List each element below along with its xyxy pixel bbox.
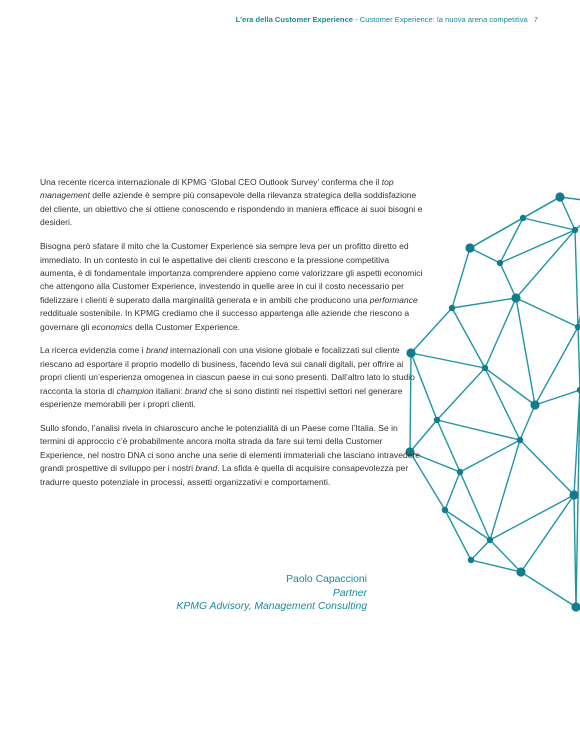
network-node [465,243,474,252]
network-edge [521,572,576,607]
network-node [517,437,523,443]
italic-run: top management [40,177,394,201]
network-edge [516,298,578,327]
network-node [457,469,463,475]
italic-run: performance [369,294,418,305]
paragraph [40,422,425,489]
text-run: Bisogna però sfatare il mito che la Customer Experience sia sempre leva per un profitto diretto ed immediato. In un contesto in cui le aspettative dei clienti crescono e la pressione competitiva aumenta, è di fondamentale importanza comprendere appieno come valorizzare gli aspetti economici che attengono alla Customer Experience, investendo in quelle aree in cui il costo necessario per fidelizzare i clienti è superato dalla marginalità generata e in ambiti che producono una [40,241,423,305]
network-edge [445,510,471,560]
network-edge [485,368,535,405]
network-edge [490,540,521,572]
network-edge [490,440,520,540]
network-edge [470,248,500,263]
network-edge [490,495,574,540]
network-edge [437,368,485,420]
network-edge [520,405,535,440]
network-node [497,260,503,266]
network-node [482,365,488,371]
network-edge [445,472,460,510]
signature-company: KPMG Advisory, Management Consulting [176,601,367,613]
network-node [487,537,493,543]
italic-run: brand [145,345,168,356]
header-subtitle: Customer Experience: la nuova arena competitiva [359,15,528,24]
text-run: La ricerca evidenzia come i [40,345,146,356]
network-edge [521,495,574,572]
network-edge [523,218,575,230]
text-run: che si sono distinti nei rispettivi settori nel generare esperienze memorabili per i propri clienti. [40,385,403,410]
italic-run: brand [195,463,218,474]
page-number: 7 [533,15,538,24]
network-edge [485,298,516,368]
signature-name: Paolo Capaccioni [286,574,367,585]
network-edge [500,263,516,298]
network-node [442,507,448,513]
network-node [555,192,564,201]
network-edges [410,197,580,607]
text-run: reddituale sostenibile. In KPMG crediamo che il successo appartenga alle aziende che riescono a governare gli [40,308,410,332]
network-node [511,293,520,302]
network-edge [560,197,575,230]
text-run: della Customer Experience. [132,321,241,332]
paragraph [40,344,425,411]
network-edge [471,560,521,572]
network-node [572,227,578,233]
text-run: Sullo sfondo, l’analisi rivela in chiaroscuro anche le potenzialità di un Paese come l’Italia. Se in termini di approccio c’è probabilmente ancora molta strada da fare sui temi della Customer Experience, nel nostro DNA ci sono anche una serie di elementi immateriali che lasciano intravedere grandi prospettive di sviluppo per i nostri [40,423,421,474]
network-edge [520,440,574,495]
network-node [449,305,455,311]
text-run: delle aziende è sempre più consapevole della rilevanza strategica della soddisfazione del cliente, un obiettivo che si ottiene conoscendo e rispondendo in maniera efficace ai suoi bisogni e desideri. [40,190,423,228]
text-run: Una recente ricerca internazionale di KPMG ‘Global CEO Outlook Survey’ conferma che il [40,177,382,187]
text-run: internazionali con una visione globale e focalizzati sul cliente riescano ad esportare il proprio modello di business, facendo leva sui canali digitali, per offrire ai propri clienti un’esperienza omogenea in ciascun paese in cui sono presenti. Dall’altro lato lo studio racconta la storia di [40,345,415,396]
paragraph [40,240,425,334]
network-edge [452,248,470,308]
body-text [40,176,425,500]
network-node [516,567,525,576]
network-edge [437,420,520,440]
italic-run: brand [184,385,207,396]
header-section-title: L'era della Customer Experience [235,15,354,24]
network-node [569,490,578,499]
network-node [575,324,580,330]
network-edge [516,230,575,298]
text-run: . La sfida è quella di acquisire consapevolezza per tradurre questo potenziale in processi, assetti organizzativi e comportamenti. [40,463,409,487]
network-edge [460,440,520,472]
network-edge [575,203,580,230]
paragraph [40,176,425,230]
network-node [530,400,539,409]
network-edge [575,230,578,327]
italic-run: champion [116,385,154,396]
network-node [468,557,474,563]
network-node [571,602,580,611]
text-run: italiani: [153,385,185,396]
network-edge [516,298,535,405]
network-edge [452,308,485,368]
network-edge [485,368,520,440]
network-node [434,417,440,423]
network-edge [471,540,490,560]
signature-block [130,573,367,614]
header-separator: - [353,15,360,24]
signature-role: Partner [332,587,367,599]
network-node [520,215,526,221]
network-edge [452,298,516,308]
italic-run: economics [91,321,133,332]
network-edge [500,230,575,263]
